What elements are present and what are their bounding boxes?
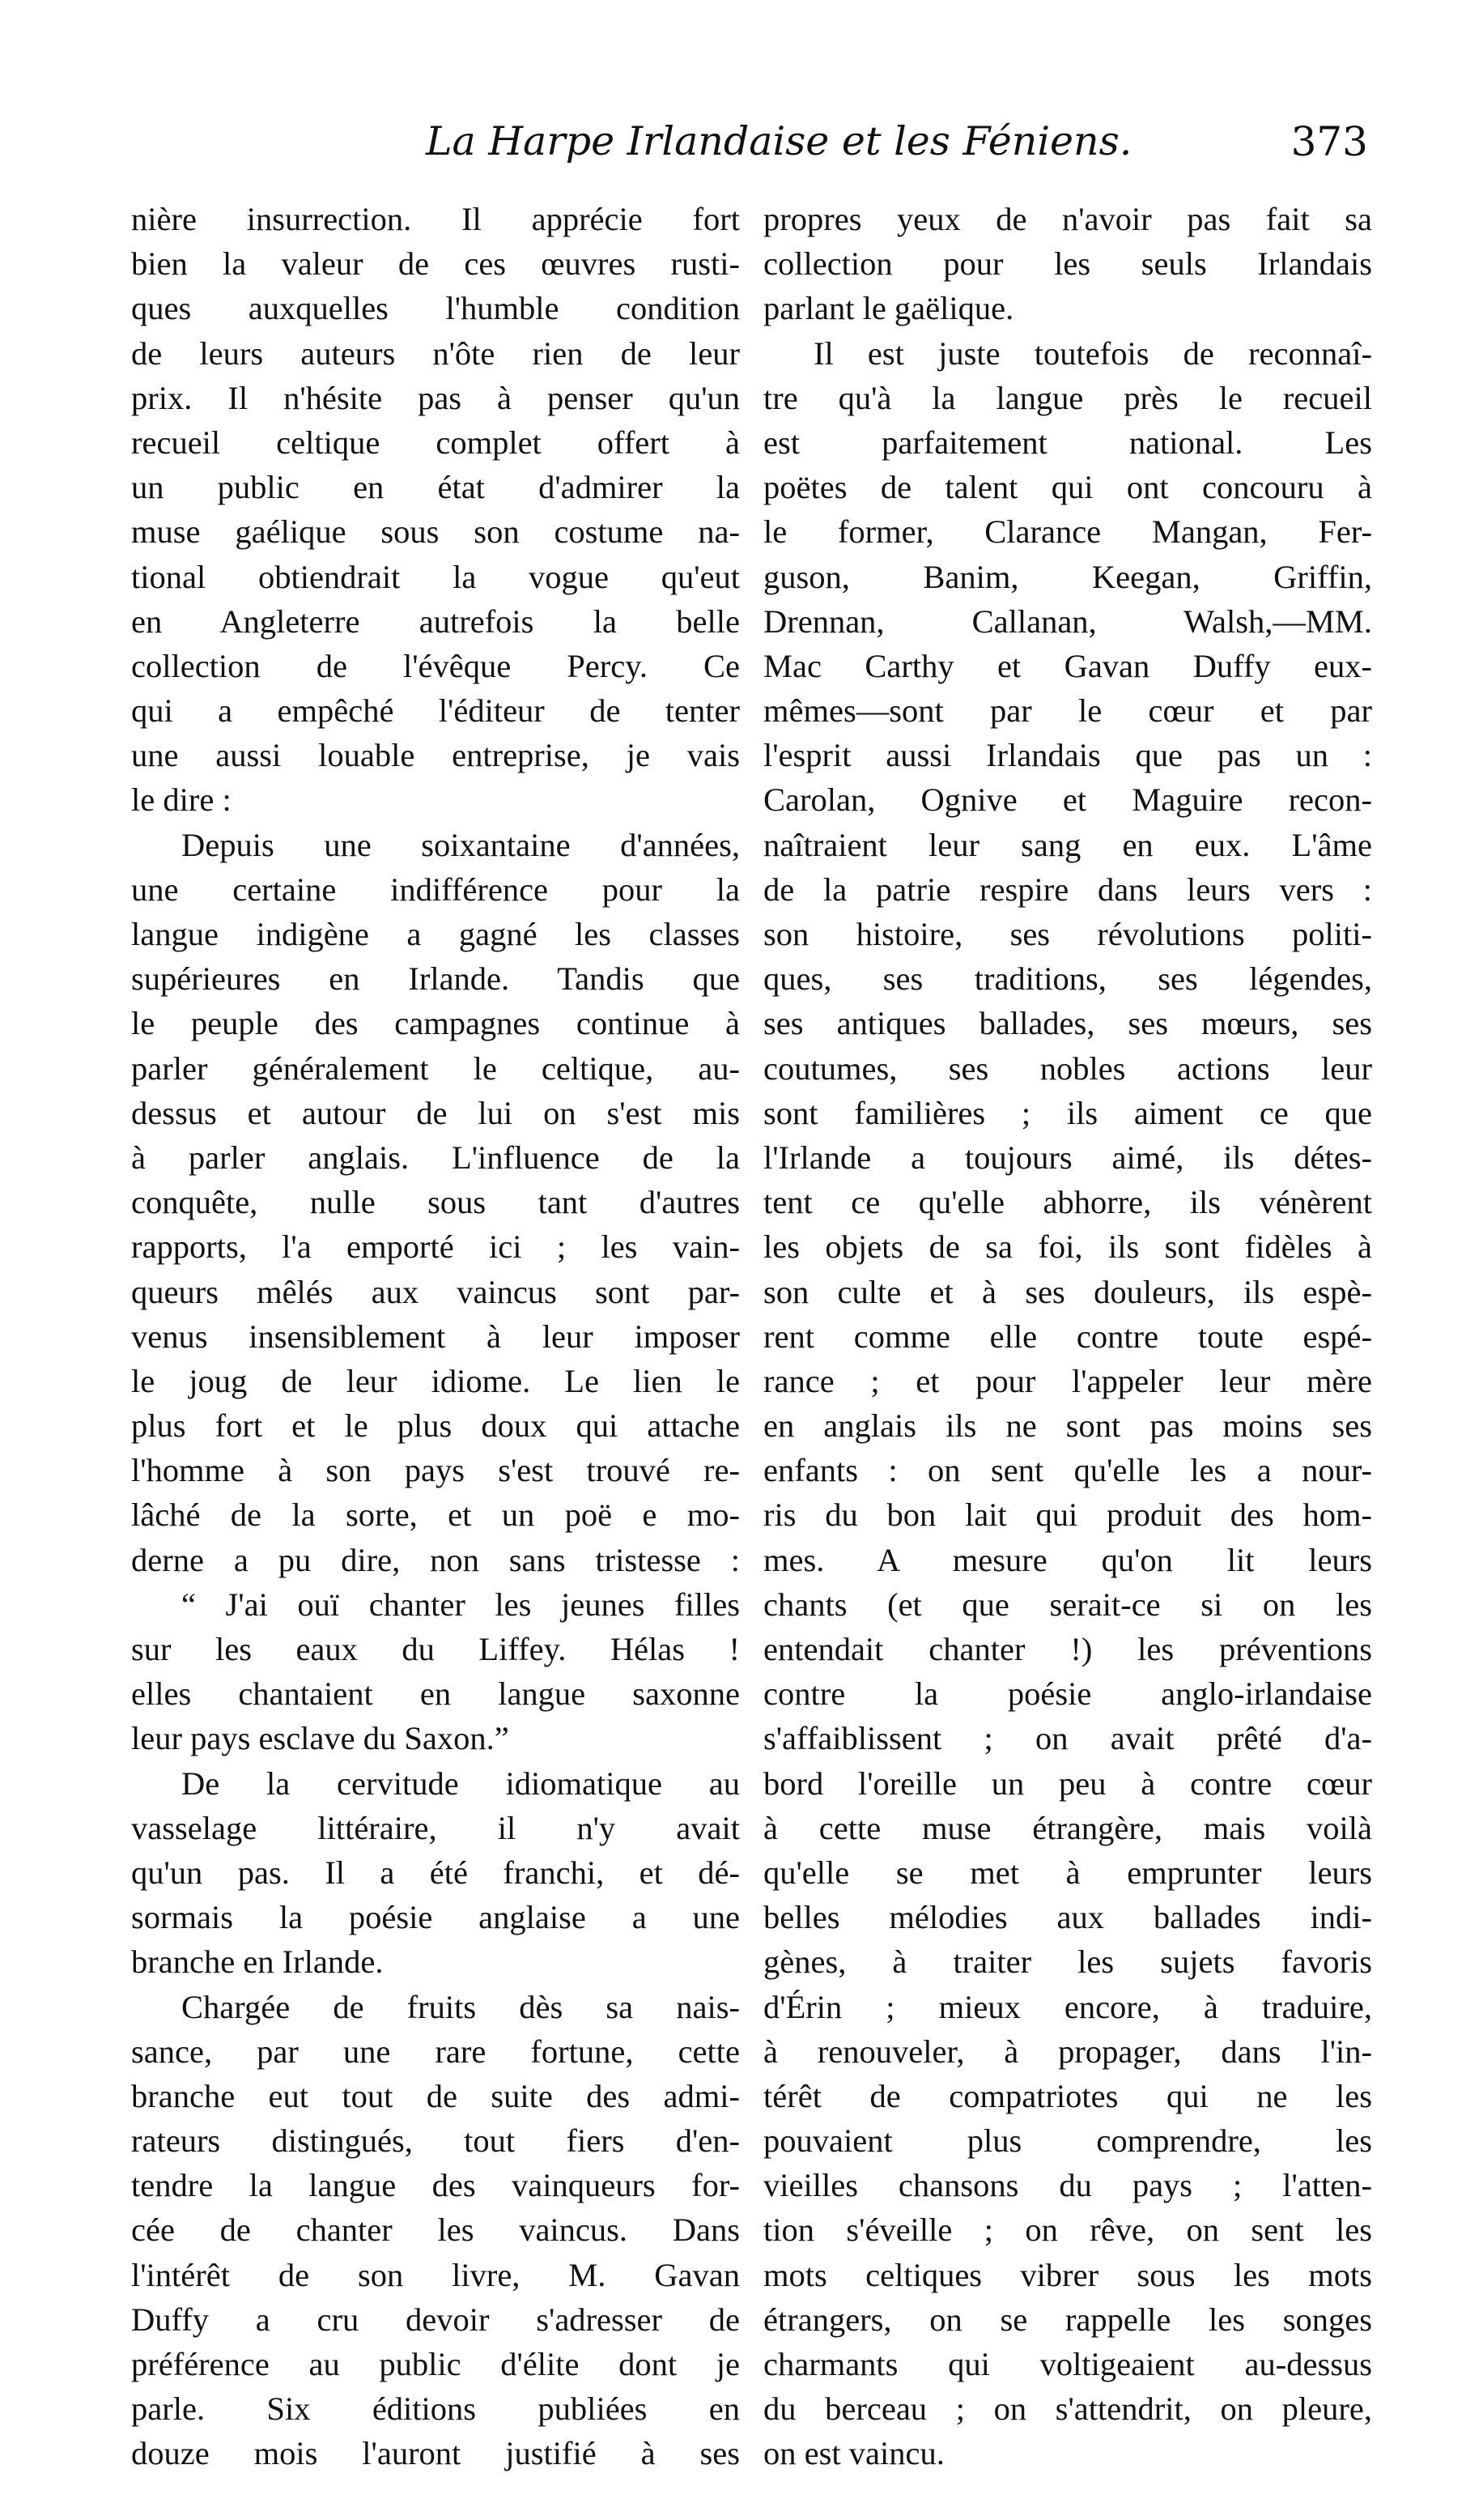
text-line: l'homme à son pays s'est trouvé re- [131, 1452, 740, 1489]
text-line: entendait chanter !) les préventions [763, 1631, 1372, 1667]
text-line: branche en Irlande. [131, 1943, 384, 1981]
text-line: le former, Clarance Mangan, Fer- [763, 513, 1372, 551]
text-line: du berceau ; on s'attendrit, on pleure, [763, 2390, 1372, 2428]
text-line: douze mois l'auront justifié à ses [131, 2435, 740, 2472]
text-line: mêmes—sont par le cœur et par [763, 692, 1372, 730]
text-line: De la cervitude idiomatique au [181, 1764, 740, 1802]
text-line: parler généralement le celtique, au- [131, 1049, 740, 1087]
left-column [131, 197, 740, 2476]
text-line: derne a pu dire, non sans tristesse : [131, 1541, 740, 1578]
text-line: à renouveler, à propager, dans l'in- [763, 2033, 1372, 2070]
text-line: le dire : [131, 781, 232, 819]
text-line: à parler anglais. L'influence de la [131, 1139, 740, 1176]
text-line: on est vaincu. [763, 2435, 945, 2472]
text-line: les objets de sa foi, ils sont fidèles à [763, 1228, 1372, 1266]
text-line: le joug de leur idiome. Le lien le [131, 1362, 740, 1399]
text-line: langue indigène a gagné les classes [131, 916, 740, 952]
text-line: térêt de compatriotes qui ne les [763, 2077, 1372, 2114]
text-line: en anglais ils ne sont pas moins ses [763, 1407, 1372, 1445]
text-line: une aussi louable entreprise, je vais [131, 737, 740, 774]
text-line: sur les eaux du Liffey. Hélas ! [131, 1631, 740, 1667]
text-line: tional obtiendrait la vogue qu'eut [131, 558, 740, 595]
text-line: son histoire, ses révolutions politi- [763, 916, 1372, 952]
text-line: Drennan, Callanan, Walsh,—MM. [763, 602, 1372, 640]
text-line: naîtraient leur sang en eux. L'âme [763, 826, 1372, 863]
text-line: collection de l'évêque Percy. Ce [131, 647, 740, 684]
page-header [121, 113, 1368, 170]
text-line: queurs mêlés aux vaincus sont par- [131, 1273, 740, 1310]
text-line: branche eut tout de suite des admi- [131, 2077, 740, 2114]
text-line: prix. Il n'hésite pas à penser qu'un [131, 379, 740, 416]
text-line: chants (et que serait-ce si on les [763, 1586, 1372, 1623]
text-line: l'esprit aussi Irlandais que pas un : [763, 737, 1372, 774]
text-line: poëtes de talent qui ont concouru à [763, 469, 1372, 506]
text-line: à cette muse étrangère, mais voilà [763, 1809, 1372, 1846]
text-line: leur pays esclave du Saxon.” [131, 1720, 509, 1757]
text-line: charmants qui voltigeaient au-dessus [763, 2346, 1372, 2382]
text-line: rance ; et pour l'appeler leur mère [763, 1362, 1372, 1399]
text-line: mots celtiques vibrer sous les mots [763, 2256, 1372, 2293]
text-line: d'Érin ; mieux encore, à traduire, [763, 1988, 1372, 2025]
text-line: tre qu'à la langue près le recueil [763, 379, 1372, 416]
text-line: ques, ses traditions, ses légendes, [763, 960, 1372, 998]
text-line: contre la poésie anglo-irlandaise [763, 1675, 1372, 1713]
text-line: lâché de la sorte, et un poë e mo- [131, 1496, 740, 1534]
text-line: sormais la poésie anglaise a une [131, 1899, 740, 1936]
text-line: rateurs distingués, tout fiers d'en- [131, 2122, 740, 2160]
page-number: 373 [1290, 118, 1368, 165]
text-line: est parfaitement national. Les [763, 424, 1372, 461]
text-line: cée de chanter les vaincus. Dans [131, 2211, 740, 2249]
text-line: supérieures en Irlande. Tandis que [131, 960, 740, 998]
text-line: ses antiques ballades, ses mœurs, ses [763, 1005, 1372, 1042]
text-line: une certaine indifférence pour la [131, 871, 740, 908]
right-column [763, 197, 1372, 2476]
text-line: conquête, nulle sous tant d'autres [131, 1184, 740, 1221]
text-line: dessus et autour de lui on s'est mis [131, 1094, 740, 1131]
text-line: coutumes, ses nobles actions leur [763, 1049, 1372, 1087]
text-line: de la patrie respire dans leurs vers : [763, 871, 1372, 908]
text-line: parlant le gaëlique. [763, 290, 1014, 327]
text-line: préférence au public d'élite dont je [131, 2346, 740, 2382]
text-line: Depuis une soixantaine d'années, [181, 826, 740, 863]
text-line: un public en état d'admirer la [131, 469, 740, 506]
text-line: tent ce qu'elle abhorre, ils vénèrent [763, 1184, 1372, 1221]
text-line: enfants : on sent qu'elle les a nour- [763, 1452, 1372, 1489]
text-line: bien la valeur de ces œuvres rusti- [131, 245, 740, 283]
text-line: s'affaiblissent ; on avait prêté d'a- [763, 1720, 1372, 1757]
text-line: rapports, l'a emporté ici ; les vain- [131, 1228, 740, 1266]
text-line: Mac Carthy et Gavan Duffy eux- [763, 647, 1372, 684]
text-line: Duffy a cru devoir s'adresser de [131, 2301, 740, 2338]
text-line: propres yeux de n'avoir pas fait sa [763, 201, 1372, 237]
text-line: étrangers, on se rappelle les songes [763, 2301, 1372, 2338]
text-line: qu'elle se met à emprunter leurs [763, 1854, 1372, 1891]
text-line: Chargée de fruits dès sa nais- [181, 1988, 740, 2025]
text-line: venus insensiblement à leur imposer [131, 1317, 740, 1355]
text-line: tendre la langue des vainqueurs for- [131, 2167, 740, 2204]
text-line: vieilles chansons du pays ; l'atten- [763, 2167, 1372, 2204]
text-line: l'Irlande a toujours aimé, ils détes- [763, 1139, 1372, 1176]
text-line: elles chantaient en langue saxonne [131, 1675, 740, 1713]
text-line: tion s'éveille ; on rêve, on sent les [763, 2211, 1372, 2249]
text-line: le peuple des campagnes continue à [131, 1005, 740, 1042]
text-line: plus fort et le plus doux qui attache [131, 1407, 740, 1445]
text-line: en Angleterre autrefois la belle [131, 602, 740, 640]
text-line: ques auxquelles l'humble condition [131, 290, 740, 327]
text-line: rent comme elle contre toute espé- [763, 1317, 1372, 1355]
text-line: l'intérêt de son livre, M. Gavan [131, 2256, 740, 2293]
text-line: guson, Banim, Keegan, Griffin, [763, 558, 1372, 595]
running-title: La Harpe Irlandaise et les Féniens. [426, 118, 1132, 164]
text-line: bord l'oreille un peu à contre cœur [763, 1764, 1372, 1802]
text-line: nière insurrection. Il apprécie fort [131, 201, 740, 237]
text-line: son culte et à ses douleurs, ils espè- [763, 1273, 1372, 1310]
text-line: de leurs auteurs n'ôte rien de leur [131, 334, 740, 372]
text-line: parle. Six éditions publiées en [131, 2390, 740, 2428]
text-line: pouvaient plus comprendre, les [763, 2122, 1372, 2160]
text-line: qui a empêché l'éditeur de tenter [131, 692, 740, 730]
text-line: belles mélodies aux ballades indi- [763, 1899, 1372, 1936]
text-line: Carolan, Ognive et Maguire recon- [763, 781, 1372, 819]
text-line: Il est juste toutefois de reconnaî- [814, 334, 1372, 372]
text-line: ris du bon lait qui produit des hom- [763, 1496, 1372, 1534]
text-line: “ J'ai ouï chanter les jeunes filles [181, 1586, 740, 1623]
text-line: mes. A mesure qu'on lit leurs [763, 1541, 1372, 1578]
text-line: recueil celtique complet offert à [131, 424, 740, 461]
text-line: sont familières ; ils aiment ce que [763, 1094, 1372, 1131]
text-line: muse gaélique sous son costume na- [131, 513, 740, 551]
text-line: collection pour les seuls Irlandais [763, 245, 1372, 283]
text-line: sance, par une rare fortune, cette [131, 2033, 740, 2070]
text-line: vasselage littéraire, il n'y avait [131, 1809, 740, 1846]
text-line: qu'un pas. Il a été franchi, et dé- [131, 1854, 740, 1891]
text-line: gènes, à traiter les sujets favoris [763, 1943, 1372, 1981]
